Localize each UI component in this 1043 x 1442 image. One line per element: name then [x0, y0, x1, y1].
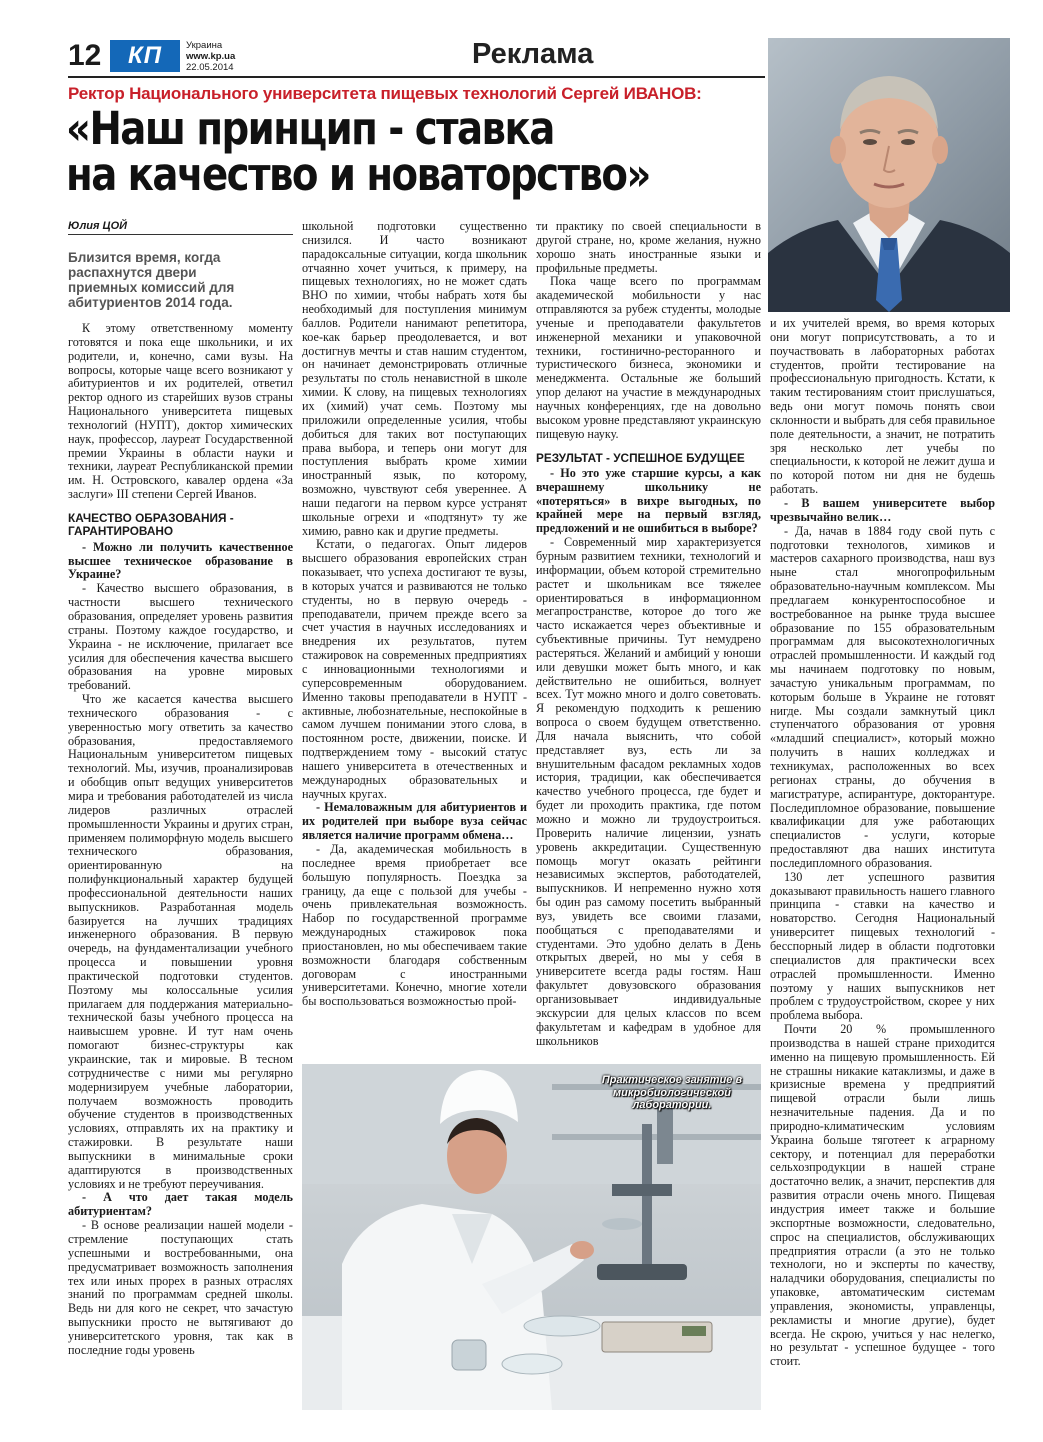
- article-column-4: [770, 317, 995, 1369]
- byline-divider: [68, 234, 293, 235]
- header-site: www.kp.ua: [186, 51, 236, 62]
- interview-answer: - Качество высшего образования, в частности высшего технического образования, определяет уровень развития страны. Поэтому каждое государство, и Украина - не исключение, прилагает все усилия для обеспечения качества высшего образования на уровне мировых требований.: [68, 581, 293, 693]
- rector-portrait-illustration: [768, 38, 1010, 312]
- paragraph: школьной подготовки существенно снизился. И часто возникают парадоксальные ситуации, когда школьник отчаянно хочет учиться, к примеру, на пищевых технологиях, но не может сдать ВНО по химии, чтобы набрать хотя бы необходимый для поступления минимум баллов. Родители нанимают репетитора, кое-как барьер преодолевается, и вот достигнув мечты и став нашим студентом, он начинает демонстрировать отличные результаты по столь ненавистной в школе химии. К слову, на пищевых технологиях их (химий) учат семь. Поэтому мы приложили определенные усилия, чтобы добиться для таких вот поступающих права выбора, и теперь они могут для поступления выбрать кроме химии иностранный язык, по которому, возможно, чувствуют себя увереннее. А наши педагоги на первом курсе устранят школьные огрехи и «подтянут» ту же химию, равно как и другие предметы.: [302, 219, 527, 538]
- subheading: КАЧЕСТВО ОБРАЗОВАНИЯ - ГАРАНТИРОВАНО: [68, 510, 234, 539]
- page-number: 12: [68, 39, 102, 72]
- paragraph: Что же касается качества высшего технического образования - с уверенностью могу ответить за качество образования, предоставляемого Национальным университетом пищевых технологий. Мы, изучив, проанализировав и обобщив опыт ведущих университетов мира и требования работодателей из числа лидеров различных отраслей промышленности Украины и других стран, применяем полиморфную модель высшего технического образования, ориентированную на полифункциональный характер будущей профессиональной деятельности наших выпускников. Разработанная модель базируется на лучших традициях инженерного образования. В первую очередь, на фундаментализации учебного процесса и повышении уровня практической подготовки студентов. Поэтому мы колоссальные усилия прилагаем для поддержания материально-технической базы учебного процесса на наивысшем уровне. И тут нам очень помогают бизнес-структуры как украинские, так и мировые. В тесном сотрудничестве с ними мы регулярно модернизируем учебные лаборатории, получаем возможность проводить обучение студентов в производственных условиях, отправлять их на практику и стажировки. В результате наши выпускники в минимальные сроки адаптируются в производственных условиях и не требуют переучивания.: [68, 692, 293, 1191]
- article-column-2: [302, 220, 527, 1009]
- kp-logo: КП: [110, 40, 180, 72]
- paragraph: и их учителей время, во время которых они могут поприсутствовать, а то и поучаствовать в лабораторных работах студентов, пройти тестирование на профессиональную пригодность. Кстати, к таким тестированиям стоит прислушаться, ведь они могут помочь понять свои склонности и выбрать для себя правильное поле деятельности, а значит, не потратить зря несколько лет учебы по специальности, к которой не лежит душа и по которой потом ни дня не будешь работать.: [770, 316, 995, 497]
- interview-question: - Немаловажным для абитуриентов и их родителей при выборе вуза сейчас является наличие программ обмена…: [302, 800, 527, 843]
- article-column-3: [536, 220, 761, 1048]
- header-date: 22.05.2014: [186, 62, 234, 73]
- interview-answer: - Да, академическая мобильность в последнее время приобретает все большую популярность. Поездка за границу, да еще с пользой для учебы - очень привлекательная возможность. Набор по государственной программе международных стажировок пока приостановлен, но мы обеспечиваем такие возможности благодаря собственным договорам с иностранными университетами. Конечно, многие хотели бы воспользоваться возможностью прой-: [302, 841, 527, 1009]
- paragraph: 130 лет успешного развития доказывают правильность нашего главного принципа - ставки на качество и новаторство. Сегодня Национальный университет пищевых технологий - бесспорный лидер в области подготовки специалистов для практически всех отраслей промышленности. Именно поэтому у наших выпускников нет проблем с трудоустройством, скорее у них проблема выбора.: [770, 869, 995, 1023]
- section-title: Реклама: [472, 38, 594, 70]
- article-column-1: [68, 322, 293, 1358]
- paragraph: Кстати, о педагогах. Опыт лидеров высшего образования европейских стран показывает, что успеха достигают те вузы, в которых учатся и развиваются не только студенты, но в первую очередь - преподаватели, причем прежде всего за счет участия в научных исследованиях и внедрения их результатов, путем стажировок на современных предприятиях с инновационными технологиями и суперсовременным оборудованием. Именно таковы преподаватели в НУПТ - активные, любознательные, неспокойные в самом лучшем понимании этого слова, в постоянном росте, движении, поиске. И подтверждением тому - высокий статус нашего университета в отечественных и международных образовательных и научных кругах.: [302, 537, 527, 801]
- header-country: Украина: [186, 40, 223, 51]
- article-lead: Близится время, когда распахнутся двери приемных комиссий для абитуриентов 2014 года.: [68, 250, 235, 310]
- paragraph: Почти 20 % промышленного производства в нашей стране приходится именно на пищевую промышленность. Ей не страшны никакие катаклизмы, и даже в кризисные времена у предприятий пищевой отрасли были лишь незначительные падения. Да и по природно-климатическим условиям Украина больше тяготеет к аграрному сектору, и потенциал для переработки сельхозпродукции в нашей стране достаточно велик, а значит, перспектив для развития отрасли очень много. Пищевая индустрия имеет также и большие экспортные возможности, следовательно, спрос на специалистов, обслуживающих предприятия отрасли (а это не только технологи, но и эксперты по качеству, наладчики оборудования, специалисты по упаковке, автоматическим системам управления, экономисты, управленцы, рекламисты и многие другие), будет всегда. Не скрою, учиться у нас нелегко, но результат - успешное будущее - того стоит.: [770, 1022, 995, 1369]
- header-divider: [68, 76, 765, 78]
- article-headline: [66, 102, 780, 201]
- interview-question: - Но это уже старшие курсы, а как вчерашнему школьнику не «потеряться» в вихре выгодных, по крайней мере на первый взгляд, предложений и не ошибиться в выборе?: [536, 465, 761, 536]
- interview-answer: - В основе реализации нашей модели - стремление поступающих стать успешными и востребованными, она предусматривает возможность заполнения тех или иных прорех в разных отраслях знаний по программам средней школы. Ведь ни для кого не секрет, что зачастую выпускники просто не вытягивают до университетского уровня, так как в последние годы уровень: [68, 1218, 293, 1357]
- paragraph: Пока чаще всего по программам академической мобильности у нас отправляются за рубеж студенты, молодые ученые и преподаватели факультетов инженерной механики и упаковочной техники, гостинично-ресторанного и туристического бизнеса, экономики и менеджмента. Остальные же больший упор делают на участие в международных научных конференциях, где на довольно высоком уровне представляют украинскую пищевую науку.: [536, 274, 761, 441]
- paragraph: ти практику по своей специальности в другой стране, но, кроме желания, нужно хорошо знать иностранные языки и профильные предметы.: [536, 219, 761, 275]
- lab-photo: [302, 1064, 761, 1410]
- interview-answer: - Да, начав в 1884 году свой путь с подготовки технологов, химиков и мастеров сахарного производства, наш вуз ныне стал многопрофильным образовательно-научным комплексом. Мы предлагаем конкурентоспособное и востребованное на рынке труда высшее образование по 155 образовательным программам для высокотехнологичных отраслей промышленности. И каждый год мы начинаем подготовку по новым, зачастую уникальным программам, по которым больше в Украине не готовят нигде. Мы создали замкнутый цикл ступенчатого образования от уровня «младший специалист», который можно получить в наших колледжах и техникумах, расположенных во всех регионах страны, до обучения в магистратуре, аспирантуре, докторантуре. Последипломное образование, повышение квалификации для уже работающих специалистов - услуги, которые предоставляют два наших института последипломного образования.: [770, 523, 995, 870]
- article-kicker: Ректор Национального университета пищевых технологий Сергей ИВАНОВ:: [68, 84, 702, 103]
- interview-question: - В вашем университете выбор чрезвычайно велик…: [770, 495, 995, 524]
- paragraph: К этому ответственному моменту готовятся и пока еще школьники, и их родители, и, конечно, сами вузы. На вопросы, которые чаще всего возникают у абитуриентов и их родителей, ответил ректор одного из старейших вузов страны Национального университета пищевых технологий (НУПТ), доктор химических наук, профессор, лауреат Государственной премии Украины в области науки и техники, лауреат Республиканской премии им. Н. Островского, кавалер ордена «За заслуги» III степени Сергей Иванов.: [68, 321, 293, 502]
- rector-portrait-photo: [768, 38, 1010, 312]
- interview-question: - Можно ли получить качественное высшее техническое образование в Украине?: [68, 539, 293, 582]
- lab-photo-illustration: [302, 1064, 761, 1410]
- interview-question: - А что дает такая модель абитуриентам?: [68, 1190, 293, 1219]
- header-meta: [186, 40, 235, 73]
- photo-caption: Практическое занятие в микробиологической лаборатории.: [601, 1074, 743, 1111]
- headline-line-1: «Наш принцип - ставка: [66, 102, 554, 155]
- headline-line-2: на качество и новаторство»: [66, 148, 650, 201]
- interview-answer: - Современный мир характеризуется бурным развитием техники, технологий и информации, объем которой стремительно растет и школьникам все тяжелее ориентироваться в информационном мегапространстве, которое до того же часто искажается через объективные и субъективные причины. Тут немудрено растеряться. Желаний и амбиций у юноши или девушки может быть много, и как действительно не ошибиться, волнует всех. Тут можно много и долго советовать. Я рекомендую подходить к решению вопроса о своем будущем ответственно. Для начала выяснить, что собой представляет вуз, есть ли за внушительным фасадом рекламных ходов история, традиции, как обеспечивается качество учебного процесса, где будет и будет ли проходить практика, где потом можно и можно ли трудоустроиться. Проверить наличие лицензии, узнать уровень аккредитации. Существенную помощь могут оказать рейтинги независимых экспертов, работодателей, выпускников. И непременно нужно хотя бы один раз самому посетить выбранный вуз, увидеть все своими глазами, пообщаться с преподавателями и студентами. Это удобно делать в День открытых дверей, но мы у себя в университете всегда рады гостям. Наш факультет довузовского образования организовывает индивидуальные экскурсии для целых классов по всем факультетам и кафедрам в удобное для школьников: [536, 535, 761, 1048]
- subheading: РЕЗУЛЬТАТ - УСПЕШНОЕ БУДУЩЕЕ: [536, 450, 745, 465]
- byline: Юлия ЦОЙ: [68, 220, 128, 232]
